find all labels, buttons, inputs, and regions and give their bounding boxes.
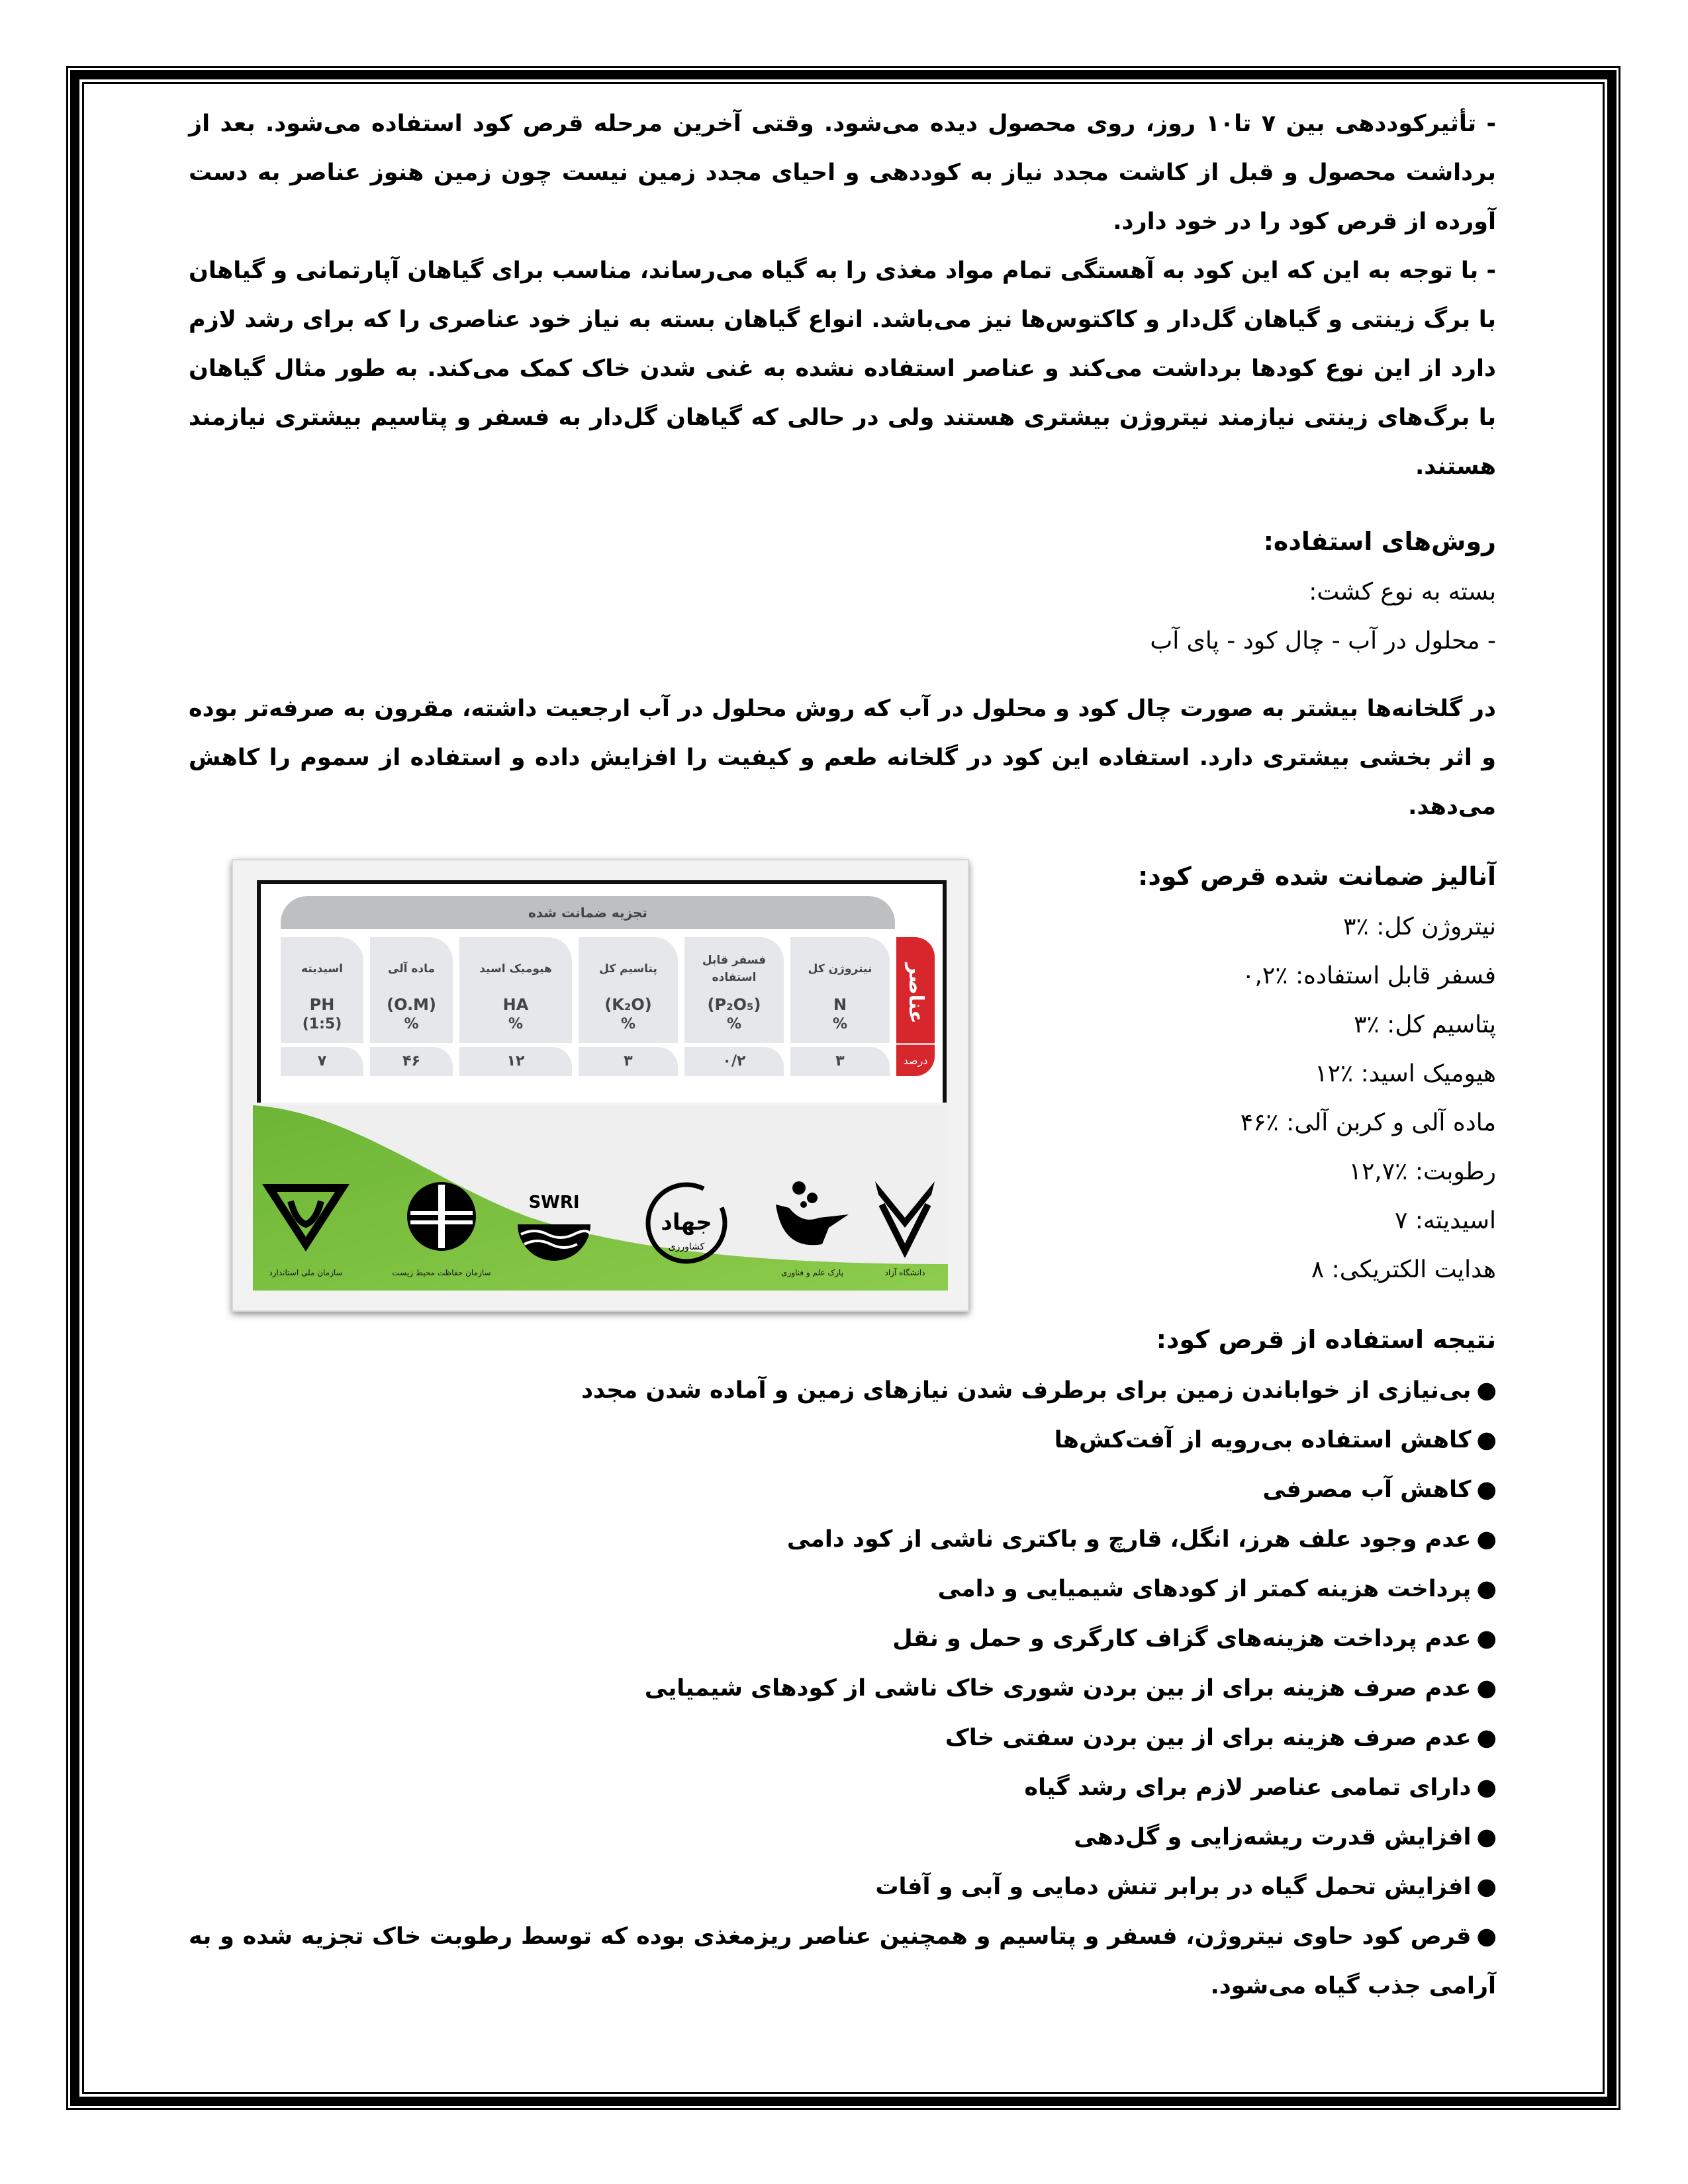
analysis-item-moisture: رطوبت: ٪۱۲,۷: [1348, 1158, 1496, 1185]
table-column-phosphorus: [684, 937, 784, 1043]
list-item: ●بی‌نیازی از خواباندن زمین برای برطرف شدن نیازهای زمین و آماده شدن مجدد: [189, 1366, 1496, 1416]
column-code: (K₂O): [604, 995, 652, 1014]
analysis-list: [1033, 850, 1496, 1295]
product-label-image: [232, 859, 969, 1312]
column-unit: %: [508, 1016, 524, 1032]
usage-methods: - محلول در آب - چال کود - پای آب: [1150, 627, 1496, 655]
column-name: ماده آلی: [388, 962, 435, 976]
table-column-organic-matter: [370, 937, 453, 1043]
bullet-icon: ●: [1476, 1625, 1496, 1652]
bullet-icon: ●: [1476, 1675, 1496, 1702]
bullet-icon: ●: [1476, 1427, 1496, 1453]
table-title: تجزیه ضمانت شده: [281, 896, 895, 929]
column-unit: %: [832, 1016, 848, 1032]
analysis-item-phosphorus: فسفر قابل استفاده: ٪۰,۲: [1242, 962, 1496, 989]
column-code: (O.M): [387, 995, 436, 1014]
column-name: پتاسیم کل: [599, 962, 657, 976]
bullet-icon: ●: [1476, 1576, 1496, 1602]
table-value-phosphorus: ۰/۲: [684, 1047, 784, 1076]
list-item: ●عدم صرف هزینه برای از بین بردن شوری خاک ناشی از کودهای شیمیایی: [189, 1664, 1496, 1713]
table-value-nitrogen: ۳: [790, 1047, 890, 1076]
list-item: ●دارای تمامی عناصر لازم برای رشد گیاه: [189, 1763, 1496, 1813]
percent-label: درصد: [896, 1043, 935, 1077]
column-code: HA: [502, 995, 529, 1014]
research-park-logo: پارک علم و فناوری: [763, 1178, 862, 1277]
column-code: (P₂O₅): [707, 995, 761, 1014]
column-code: PH: [309, 995, 335, 1014]
table-column-humic-acid: [459, 937, 572, 1043]
results-list: [189, 1366, 1496, 2011]
standard-org-logo: سازمان ملی استاندارد: [256, 1178, 355, 1277]
green-wave-banner: [253, 1105, 948, 1291]
analysis-item-ec: هدایت الکتریکی: ۸: [1311, 1256, 1496, 1283]
list-item: ●عدم صرف هزینه برای از بین بردن سفتی خاک: [189, 1713, 1496, 1763]
svg-text:جهاد: جهاد: [661, 1209, 712, 1236]
svg-text:کشاورزی: کشاورزی: [668, 1242, 705, 1252]
analysis-heading: آنالیز ضمانت شده قرص کود:: [1138, 862, 1496, 891]
bullet-icon: ●: [1476, 1526, 1496, 1553]
list-item-final: ●قرص کود حاوی نیتروژن، فسفر و پتاسیم و همچنین عناصر ریزمغذی بوده که توسط رطوبت خاک تجزیه شده و به آرامی جذب گیاه می‌شود.: [189, 1912, 1496, 2011]
list-item: ●عدم پرداخت هزینه‌های گزاف کارگری و حمل و نقل: [189, 1614, 1496, 1664]
row-header-elements: [896, 937, 935, 1076]
column-name: نیتروژن کل: [808, 962, 872, 976]
analysis-item-acidity: اسیدیته: ۷: [1394, 1207, 1496, 1234]
bullet-icon: ●: [1476, 1377, 1496, 1404]
jahad-keshavarzi-logo: [637, 1178, 736, 1277]
column-unit: %: [726, 1016, 742, 1032]
bullet-icon: ●: [1476, 1477, 1496, 1503]
list-item: ●عدم وجود علف هرز، انگل، قارچ و باکتری ناشی از کود دامی: [189, 1515, 1496, 1565]
column-unit: %: [620, 1016, 636, 1032]
column-unit: (1:5): [302, 1016, 342, 1032]
table-column-potassium: [579, 937, 678, 1043]
column-unit: %: [404, 1016, 419, 1032]
analysis-item-nitrogen: نیتروژن کل: ٪۳: [1343, 913, 1496, 940]
analysis-table: [257, 880, 947, 1103]
bullet-icon: ●: [1476, 1725, 1496, 1751]
table-column-nitrogen: [790, 937, 890, 1043]
list-item: ●کاهش آب مصرفی: [189, 1465, 1496, 1515]
document-content: [189, 99, 1496, 2011]
column-name: فسفر قابل استفاده: [702, 954, 767, 984]
usage-heading: روش‌های استفاده:: [1263, 527, 1496, 556]
bullet-icon: ●: [1476, 1774, 1496, 1801]
elements-label: عناصر: [904, 963, 927, 1024]
bullet-icon: ●: [1476, 1824, 1496, 1850]
analysis-section: [189, 850, 1496, 1313]
bullet-icon: ●: [1476, 1874, 1496, 1900]
usage-paragraph: در گلخانه‌ها بیشتر به صورت چال کود و محلول در آب که روش محلول در آب ارجعیت داشته، مقرون به صرفه‌تر بوده و اثر بخشی بیشتری دارد. استفاده این کود در گلخانه طعم و کیفیت را افزایش داده و استفاده از سموم را کاهش می‌دهد.: [189, 696, 1496, 820]
bullet-icon: ●: [1476, 1923, 1496, 1950]
list-item: ●پرداخت هزینه کمتر از کودهای شیمیایی و دامی: [189, 1565, 1496, 1614]
table-value-organic-matter: ۴۶: [370, 1047, 453, 1076]
analysis-item-potassium: پتاسیم کل: ٪۳: [1354, 1011, 1496, 1038]
list-item: ●افزایش تحمل گیاه در برابر تنش دمایی و آبی و آفات: [189, 1862, 1496, 1912]
column-name: هیومیک اسید: [479, 962, 552, 976]
table-value-humic-acid: ۱۲: [459, 1047, 572, 1076]
column-name: اسیدیته: [301, 962, 343, 976]
intro-paragraph-2: - با توجه به این که این کود به آهستگی تمام مواد مغذی را به گیاه می‌رساند، مناسب برای گیاهان آپارتمانی و گیاهان با برگ زینتی و گیاهان گل‌دار و کاکتوس‌ها نیز می‌باشد. انواع گیاهان بسته به نیاز خود عناصری را که برای رشد لازم دارد از این نوع کودها برداشت می‌کند و عناصر استفاده نشده به غنی شدن خاک کمک می‌کند. به طور مثال گیاهان با برگ‌های زینتی نیازمند نیتروژن بیشتری هستند ولی در حالی که گیاهان گل‌دار به فسفر و پتاسیم بیشتری نیازمند هستند.: [189, 257, 1496, 480]
list-item: ●کاهش استفاده بی‌رویه از آفت‌کش‌ها: [189, 1416, 1496, 1465]
svg-text:SWRI: SWRI: [528, 1193, 580, 1212]
analysis-item-humic-acid: هیومیک اسید: ٪۱۲: [1315, 1060, 1496, 1087]
usage-subheading: بسته به نوع کشت:: [1309, 578, 1496, 606]
analysis-item-organic-matter: ماده آلی و کربن آلی: ٪۴۶: [1240, 1109, 1496, 1136]
swri-logo: [504, 1178, 604, 1277]
environment-org-logo: سازمان حفاظت محیط زیست: [392, 1178, 491, 1277]
column-code: N: [833, 995, 847, 1014]
list-item: ●افزایش قدرت ریشه‌زایی و گل‌دهی: [189, 1813, 1496, 1862]
table-column-acidity: [281, 937, 363, 1043]
results-heading: نتیجه استفاده از قرص کود:: [1156, 1325, 1496, 1354]
intro-paragraph-1: - تأثیرکوددهی بین ۷ تا۱۰ روز، روی محصول دیده می‌شود. وقتی آخرین مرحله قرص کود استفاده می‌شود. بعد از برداشت محصول و قبل از کاشت مجدد نیاز به کوددهی و احیای مجدد زمین نیست چون زمین هنوز عناصر به دست آورده از قرص کود را در خود دارد.: [189, 111, 1496, 235]
table-value-potassium: ۳: [579, 1047, 678, 1076]
table-value-acidity: ۷: [281, 1047, 363, 1076]
azad-university-logo: دانشگاه آزاد: [868, 1178, 941, 1277]
